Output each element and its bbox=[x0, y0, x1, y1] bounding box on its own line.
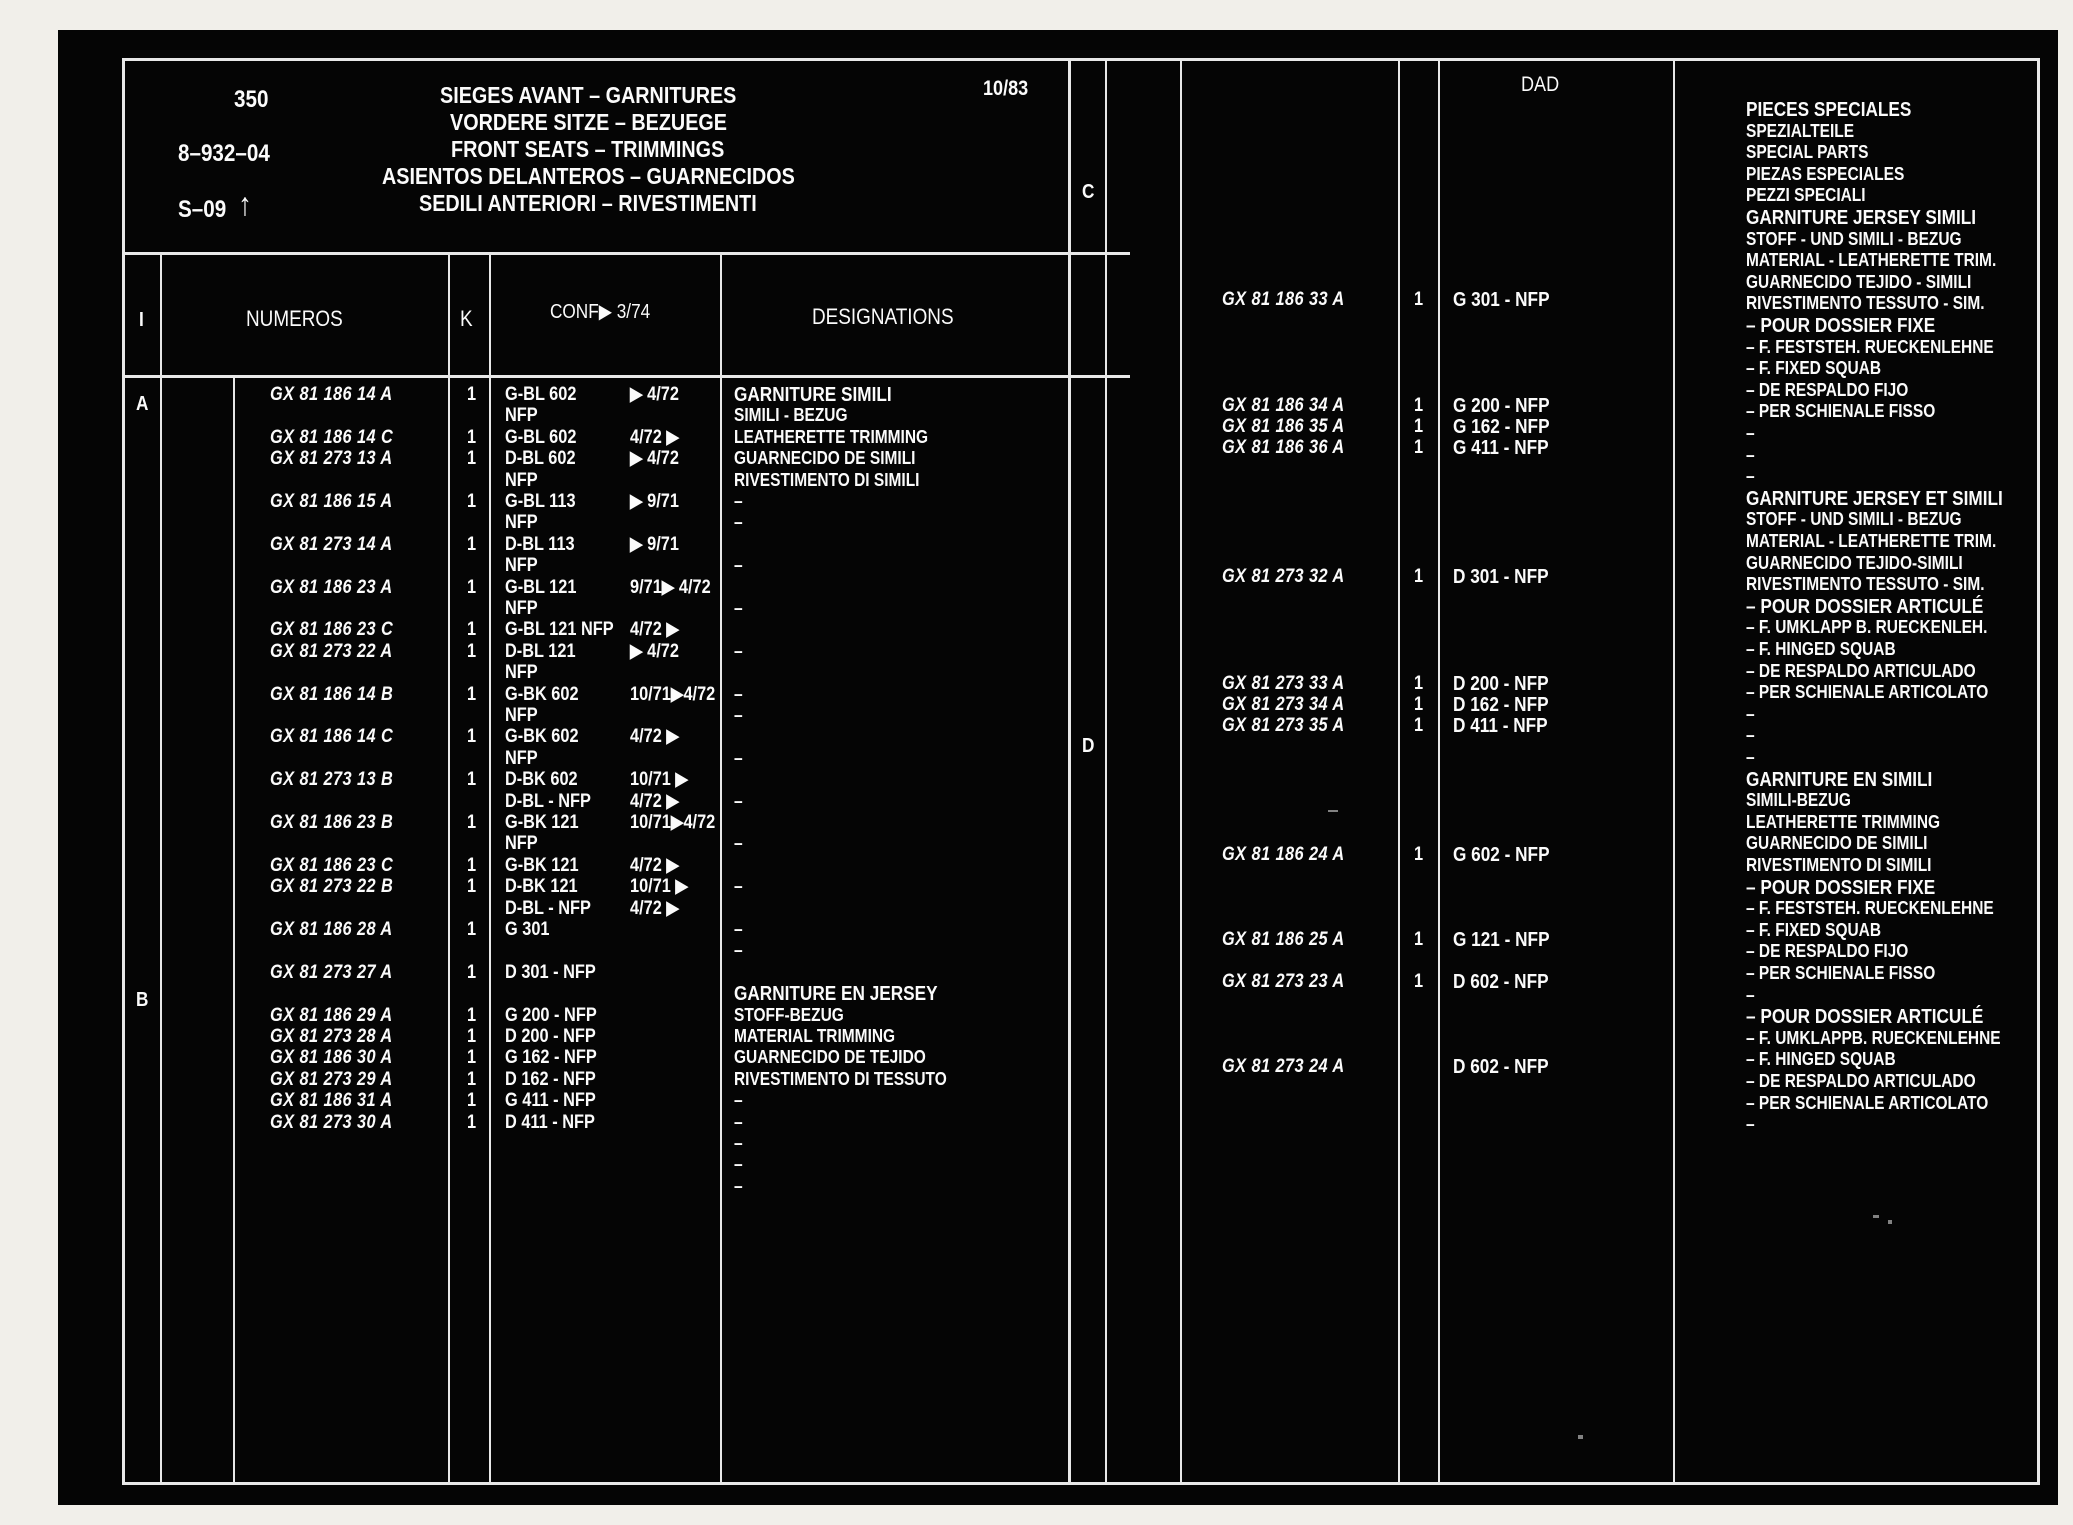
col-rule-r2 bbox=[1180, 58, 1182, 1485]
col-header-qty: K bbox=[460, 306, 473, 331]
effective-date: 10/71▶4/72 bbox=[630, 812, 716, 833]
designation-line: – F. UMKLAPP B. RUECKENLEH. bbox=[1746, 617, 1988, 638]
product-code: D 411 - NFP bbox=[1453, 715, 1548, 737]
designation-line: – bbox=[734, 683, 743, 704]
part-number: GX 81 186 23 B bbox=[270, 812, 394, 833]
config-code: G-BK 602 bbox=[505, 683, 579, 705]
part-number: GX 81 186 30 A bbox=[270, 1047, 393, 1069]
effective-date: 4/72 ▶ bbox=[630, 854, 679, 876]
quantity: 1 bbox=[1414, 844, 1424, 865]
designation-line: STOFF - UND SIMILI - BEZUG bbox=[1746, 228, 1962, 249]
quantity: 1 bbox=[1414, 566, 1424, 587]
designation-line: GARNITURE SIMILI bbox=[734, 384, 892, 406]
designation-line: – bbox=[734, 1133, 743, 1153]
product-code: G 411 - NFP bbox=[1453, 437, 1549, 459]
quantity: 1 bbox=[467, 876, 477, 898]
col-header-designations: DESIGNATIONS bbox=[812, 304, 954, 329]
designation-line: – F. FESTSTEH. RUECKENLEHNE bbox=[1746, 898, 1994, 919]
effective-date: ▶ 4/72 bbox=[630, 640, 679, 662]
quantity: 1 bbox=[1414, 694, 1424, 715]
panel-divider-left bbox=[1068, 58, 1071, 1485]
designation-line: PIEZAS ESPECIALES bbox=[1746, 163, 1905, 184]
config-code: D-BK 602 bbox=[505, 769, 578, 791]
col-rule-r3 bbox=[1398, 58, 1400, 1485]
part-number: GX 81 273 14 A bbox=[270, 533, 393, 555]
designation-line: – bbox=[734, 833, 743, 854]
designation-line: – bbox=[734, 1175, 743, 1196]
designation-line: RIVESTIMENTO TESSUTO - SIM. bbox=[1746, 293, 1985, 314]
part-number: GX 81 186 23 C bbox=[270, 619, 394, 641]
col-header-product: DAD bbox=[1521, 73, 1560, 96]
designation-line: – bbox=[1746, 725, 1755, 746]
frame-right bbox=[2037, 58, 2040, 1485]
designation-line: – bbox=[734, 1154, 743, 1175]
product-code: G 121 - NFP bbox=[1453, 929, 1550, 951]
quantity: 1 bbox=[1414, 416, 1424, 437]
designation-line: SIMILI - BEZUG bbox=[734, 405, 848, 426]
designation-line: – bbox=[734, 940, 743, 961]
part-number: GX 81 186 23 C bbox=[270, 854, 394, 876]
col-rule-r5 bbox=[1673, 58, 1675, 1485]
designation-line: – F. HINGED SQUAB bbox=[1746, 1049, 1896, 1070]
product-code: D 162 - NFP bbox=[1453, 694, 1549, 716]
designation-line: PIECES SPECIALES bbox=[1746, 99, 1912, 121]
part-number: GX 81 186 31 A bbox=[270, 1090, 393, 1112]
col-header-conf: CONF▶ 3/74 bbox=[550, 301, 651, 323]
part-number: GX 81 273 23 A bbox=[1222, 971, 1345, 992]
designation-line: – POUR DOSSIER FIXE bbox=[1746, 315, 1936, 337]
part-number: GX 81 273 27 A bbox=[270, 961, 393, 983]
part-number: GX 81 273 30 A bbox=[270, 1111, 393, 1133]
config-code: NFP bbox=[505, 705, 538, 726]
quantity: 1 bbox=[1414, 929, 1424, 950]
quantity: 1 bbox=[467, 426, 477, 448]
effective-date: ▶ 4/72 bbox=[630, 384, 679, 405]
config-code: NFP bbox=[505, 662, 538, 684]
designation-line: – bbox=[734, 876, 743, 897]
designation-line: – F. UMKLAPPB. RUECKENLEHNE bbox=[1746, 1027, 2001, 1048]
designation-line: – bbox=[734, 1111, 743, 1132]
effective-date: 4/72 ▶ bbox=[630, 726, 679, 748]
designation-line: GARNITURE JERSEY SIMILI bbox=[1746, 207, 1977, 229]
effective-date: 9/71▶ 4/72 bbox=[630, 576, 711, 598]
designation-line: GUARNECIDO TEJIDO-SIMILI bbox=[1746, 552, 1963, 573]
col-rule-r4 bbox=[1438, 58, 1440, 1485]
designation-line: – bbox=[1746, 1114, 1755, 1135]
quantity: 1 bbox=[467, 1026, 477, 1047]
effective-date: 4/72 ▶ bbox=[630, 426, 679, 448]
page-title-line: ASIENTOS DELANTEROS – GUARNECIDOS bbox=[381, 163, 795, 189]
effective-date: 4/72 ▶ bbox=[630, 790, 679, 812]
quantity: 1 bbox=[467, 533, 477, 555]
config-code: G 301 bbox=[505, 919, 550, 940]
part-number: GX 81 186 25 A bbox=[1222, 929, 1345, 950]
designation-line: GARNITURE JERSEY ET SIMILI bbox=[1746, 487, 2003, 510]
part-number: GX 81 273 33 A bbox=[1222, 673, 1345, 694]
quantity: 1 bbox=[467, 384, 477, 405]
designation-line: RIVESTIMENTO TESSUTO - SIM. bbox=[1746, 574, 1985, 595]
config-code: D-BL 121 bbox=[505, 640, 576, 662]
config-code: NFP bbox=[505, 469, 538, 491]
config-code: G 200 - NFP bbox=[505, 1004, 597, 1026]
section-letter-a: A bbox=[136, 393, 149, 415]
config-code: D 411 - NFP bbox=[505, 1111, 595, 1133]
page-title-line: SIEGES AVANT – GARNITURES bbox=[439, 82, 737, 108]
config-code: D 200 - NFP bbox=[505, 1026, 596, 1047]
designation-line: MATERIAL - LEATHERETTE TRIM. bbox=[1746, 531, 1997, 551]
designation-line: PEZZI SPECIALI bbox=[1746, 185, 1866, 206]
quantity: 1 bbox=[467, 619, 477, 641]
product-code: D 602 - NFP bbox=[1453, 971, 1549, 993]
designation-line: RIVESTIMENTO DI SIMILI bbox=[1746, 855, 1932, 875]
scratch-mark bbox=[1578, 1435, 1583, 1439]
part-number: GX 81 186 34 A bbox=[1222, 395, 1345, 416]
designation-line: SIMILI-BEZUG bbox=[1746, 790, 1851, 811]
quantity: 1 bbox=[1414, 395, 1424, 416]
config-code: D 162 - NFP bbox=[505, 1068, 596, 1090]
designation-line: – bbox=[734, 705, 743, 725]
config-code: NFP bbox=[505, 512, 538, 534]
config-code: NFP bbox=[505, 598, 538, 619]
col-rule-4 bbox=[489, 252, 491, 1484]
config-code: NFP bbox=[505, 747, 538, 769]
designation-line: – PER SCHIENALE FISSO bbox=[1746, 401, 1936, 422]
colhead-rule bbox=[122, 375, 1130, 378]
designation-line: – DE RESPALDO ARTICULADO bbox=[1746, 1071, 1976, 1091]
designation-line: – bbox=[1746, 444, 1755, 465]
designation-line: – bbox=[734, 512, 743, 533]
col-rule-r1 bbox=[1105, 58, 1107, 1485]
col-rule-5 bbox=[720, 252, 722, 1484]
config-code: NFP bbox=[505, 405, 538, 427]
quantity: 1 bbox=[467, 769, 477, 791]
quantity: 1 bbox=[467, 854, 477, 876]
config-code: D-BL - NFP bbox=[505, 790, 591, 812]
scratch-mark bbox=[1888, 1220, 1892, 1224]
page-title-line: VORDERE SITZE – BEZUEGE bbox=[449, 109, 727, 135]
config-code: G-BK 121 bbox=[505, 854, 579, 876]
designation-line: – bbox=[734, 790, 743, 811]
product-code: G 602 - NFP bbox=[1453, 844, 1550, 866]
quantity: 1 bbox=[467, 576, 477, 598]
col-rule-1 bbox=[160, 252, 162, 1484]
designation-line: – POUR DOSSIER ARTICULÉ bbox=[1746, 595, 1984, 618]
designation-line: – bbox=[734, 491, 743, 511]
part-number: GX 81 273 34 A bbox=[1222, 694, 1345, 715]
designation-line: – bbox=[734, 555, 743, 576]
designation-line: LEATHERETTE TRIMMING bbox=[1746, 811, 1941, 832]
part-number: GX 81 273 35 A bbox=[1222, 715, 1345, 736]
quantity: 1 bbox=[1414, 715, 1424, 736]
scratch-mark bbox=[1873, 1215, 1879, 1218]
page-title-line: SEDILI ANTERIORI – RIVESTIMENTI bbox=[419, 190, 757, 216]
designation-line: LEATHERETTE TRIMMING bbox=[734, 426, 929, 447]
effective-date: 10/71 ▶ bbox=[630, 769, 688, 791]
quantity: 1 bbox=[1414, 673, 1424, 694]
quantity: 1 bbox=[467, 640, 477, 662]
col-header-numbers: NUMEROS bbox=[246, 306, 343, 331]
part-number: GX 81 186 28 A bbox=[270, 919, 393, 940]
part-number: GX 81 186 14 C bbox=[270, 426, 394, 448]
part-number: GX 81 273 28 A bbox=[270, 1026, 393, 1047]
product-code: G 301 - NFP bbox=[1453, 289, 1550, 311]
part-number: GX 81 186 35 A bbox=[1222, 416, 1345, 437]
quantity: 1 bbox=[467, 812, 477, 833]
designation-line: STOFF - UND SIMILI - BEZUG bbox=[1746, 509, 1962, 530]
designation-line: – PER SCHIENALE FISSO bbox=[1746, 963, 1936, 983]
quantity: 1 bbox=[1414, 971, 1424, 992]
quantity: 1 bbox=[1414, 289, 1424, 310]
config-code: G-BL 602 bbox=[505, 384, 577, 405]
section-letter-d: D bbox=[1082, 735, 1095, 757]
designation-line: – DE RESPALDO FIJO bbox=[1746, 379, 1909, 400]
frame-top bbox=[122, 58, 2040, 61]
designation-line: – POUR DOSSIER FIXE bbox=[1746, 876, 1936, 899]
part-number: GX 81 273 22 B bbox=[270, 876, 394, 898]
part-number: GX 81 273 22 A bbox=[270, 640, 393, 662]
designation-line: – bbox=[734, 1090, 743, 1111]
designation-line: – PER SCHIENALE ARTICOLATO bbox=[1746, 1092, 1989, 1113]
config-code: G-BL 113 bbox=[505, 491, 576, 512]
config-code: D-BL 602 bbox=[505, 448, 576, 470]
page-number: 350 bbox=[234, 86, 269, 113]
section-letter-c: C bbox=[1082, 181, 1095, 203]
page-title-line: FRONT SEATS – TRIMMINGS bbox=[451, 136, 725, 162]
designation-line: – bbox=[734, 598, 743, 618]
quantity: 1 bbox=[467, 1111, 477, 1133]
designation-line: SPEZIALTEILE bbox=[1746, 120, 1855, 141]
part-number: GX 81 186 15 A bbox=[270, 491, 393, 512]
effective-date: 4/72 ▶ bbox=[630, 619, 679, 641]
effective-date: ▶ 9/71 bbox=[630, 491, 679, 512]
effective-date: 10/71 ▶ bbox=[630, 876, 688, 898]
frame-left bbox=[122, 58, 125, 1485]
part-number: GX 81 186 14 B bbox=[270, 683, 394, 705]
quantity: 1 bbox=[467, 448, 477, 470]
quantity: 1 bbox=[467, 1004, 477, 1026]
quantity: 1 bbox=[467, 683, 477, 705]
config-code: D-BL - NFP bbox=[505, 897, 591, 919]
config-code: D-BL 113 bbox=[505, 533, 575, 555]
designation-line: – POUR DOSSIER ARTICULÉ bbox=[1746, 1006, 1984, 1029]
designation-line: MATERIAL - LEATHERETTE TRIM. bbox=[1746, 250, 1997, 271]
part-number: GX 81 186 14 A bbox=[270, 384, 393, 405]
designation-line: – bbox=[1746, 423, 1755, 443]
part-number: GX 81 273 32 A bbox=[1222, 566, 1345, 587]
designation-line: – F. FESTSTEH. RUECKENLEHNE bbox=[1746, 336, 1994, 357]
quantity: 1 bbox=[467, 1047, 477, 1069]
designation-line: – bbox=[1746, 747, 1755, 767]
header-rule bbox=[122, 252, 1130, 255]
designation-line: RIVESTIMENTO DI SIMILI bbox=[734, 469, 920, 490]
designation-line: – F. HINGED SQUAB bbox=[1746, 639, 1896, 659]
quantity: 1 bbox=[467, 726, 477, 748]
quantity: 1 bbox=[467, 491, 477, 512]
frame-bottom bbox=[122, 1482, 2040, 1485]
product-code: D 200 - NFP bbox=[1453, 673, 1549, 695]
quantity: 1 bbox=[467, 919, 477, 940]
part-number: GX 81 273 13 A bbox=[270, 448, 393, 470]
designation-line: – bbox=[734, 747, 743, 768]
config-code: D 301 - NFP bbox=[505, 961, 596, 983]
config-code: G-BL 602 bbox=[505, 426, 577, 448]
col-rule-3 bbox=[448, 252, 450, 1484]
config-code: G-BK 121 bbox=[505, 812, 579, 833]
designation-line: – bbox=[1746, 703, 1755, 724]
catalog-code: 8–932–04 bbox=[178, 140, 270, 167]
part-number: GX 81 273 13 B bbox=[270, 769, 394, 791]
quantity: 1 bbox=[467, 1090, 477, 1112]
part-number: GX 81 186 14 C bbox=[270, 726, 394, 748]
part-number: GX 81 186 24 A bbox=[1222, 844, 1345, 865]
part-number: GX 81 273 24 A bbox=[1222, 1056, 1345, 1077]
designation-line: SPECIAL PARTS bbox=[1746, 142, 1869, 163]
quantity: 1 bbox=[467, 1068, 477, 1090]
designation-line: – DE RESPALDO ARTICULADO bbox=[1746, 660, 1976, 681]
config-code: G-BK 602 bbox=[505, 726, 579, 748]
designation-line: MATERIAL TRIMMING bbox=[734, 1026, 896, 1046]
product-code: G 200 - NFP bbox=[1453, 395, 1550, 417]
designation-line: GUARNECIDO DE SIMILI bbox=[734, 448, 916, 469]
microfiche-sheet bbox=[58, 30, 2058, 1505]
designation-line: – F. FIXED SQUAB bbox=[1746, 358, 1882, 379]
designation-line: RIVESTIMENTO DI TESSUTO bbox=[734, 1068, 947, 1089]
config-code: G 162 - NFP bbox=[505, 1047, 597, 1069]
designation-line: GUARNECIDO DE SIMILI bbox=[1746, 833, 1928, 854]
designation-line: GARNITURE EN JERSEY bbox=[734, 983, 938, 1006]
scratch-mark bbox=[1328, 810, 1338, 812]
designation-line: – DE RESPALDO FIJO bbox=[1746, 941, 1909, 962]
effective-date: ▶ 4/72 bbox=[630, 448, 679, 470]
config-code: G-BL 121 NFP bbox=[505, 619, 614, 641]
config-code: NFP bbox=[505, 555, 538, 577]
part-number: GX 81 186 29 A bbox=[270, 1004, 393, 1026]
product-code: D 602 - NFP bbox=[1453, 1056, 1549, 1078]
part-number: GX 81 186 36 A bbox=[1222, 437, 1345, 458]
quantity: 1 bbox=[1414, 437, 1424, 458]
product-code: G 162 - NFP bbox=[1453, 416, 1550, 438]
effective-date: 10/71▶4/72 bbox=[630, 683, 716, 705]
designation-line: – bbox=[1746, 984, 1755, 1005]
designation-line: GUARNECIDO DE TEJIDO bbox=[734, 1047, 926, 1068]
designation-line: STOFF-BEZUG bbox=[734, 1004, 844, 1025]
col-rule-2 bbox=[233, 375, 235, 1484]
config-code: D-BK 121 bbox=[505, 876, 578, 898]
section-code: S–09 bbox=[178, 196, 227, 223]
effective-date: 4/72 ▶ bbox=[630, 897, 679, 919]
config-code: G-BL 121 bbox=[505, 576, 577, 598]
designation-line: – bbox=[1746, 466, 1755, 487]
designation-line: GUARNECIDO TEJIDO - SIMILI bbox=[1746, 271, 1972, 292]
designation-line: – F. FIXED SQUAB bbox=[1746, 919, 1882, 940]
config-code: NFP bbox=[505, 833, 538, 855]
section-letter-b: B bbox=[136, 989, 149, 1011]
part-number: GX 81 273 29 A bbox=[270, 1068, 393, 1090]
designation-line: – bbox=[734, 640, 743, 661]
designation-line: GARNITURE EN SIMILI bbox=[1746, 768, 1933, 791]
part-number: GX 81 186 23 A bbox=[270, 576, 393, 598]
print-date: 10/83 bbox=[983, 77, 1029, 100]
part-number: GX 81 186 33 A bbox=[1222, 289, 1345, 310]
designation-line: – PER SCHIENALE ARTICOLATO bbox=[1746, 682, 1989, 703]
up-arrow-icon: ↑ bbox=[238, 186, 252, 222]
designation-line: – bbox=[734, 919, 743, 939]
col-header-index: I bbox=[139, 309, 144, 331]
config-code: G 411 - NFP bbox=[505, 1090, 596, 1112]
product-code: D 301 - NFP bbox=[1453, 566, 1549, 588]
effective-date: ▶ 9/71 bbox=[630, 533, 679, 555]
quantity: 1 bbox=[467, 961, 477, 983]
